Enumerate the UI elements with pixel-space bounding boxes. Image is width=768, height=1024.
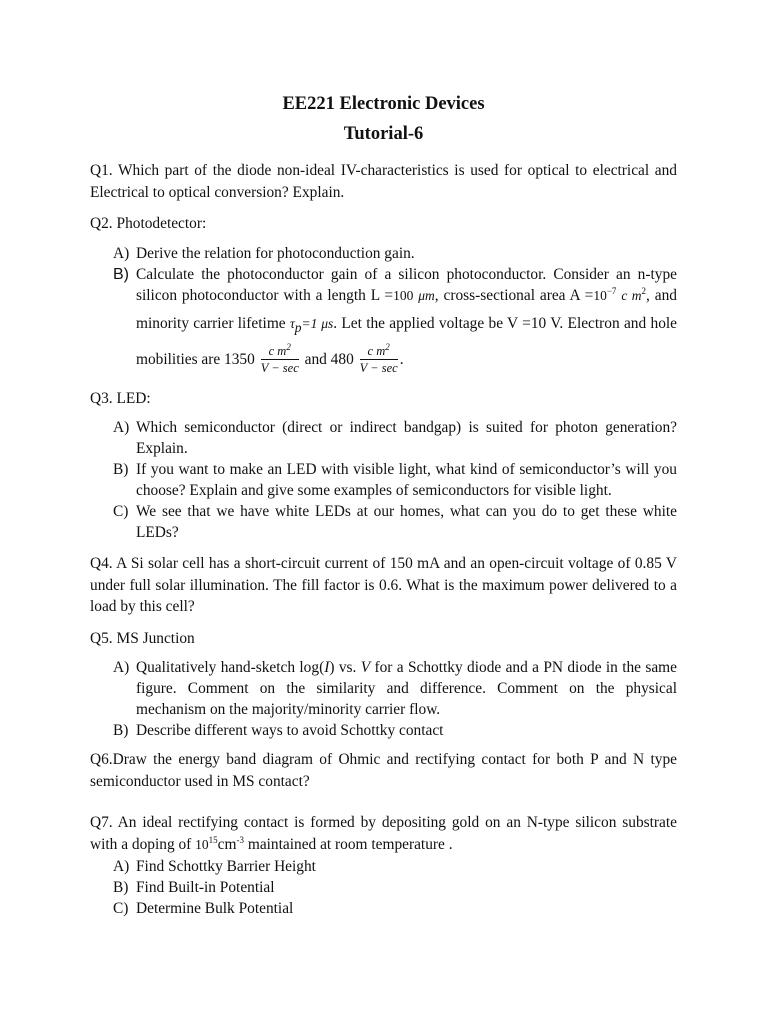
- item-text: Find Schottky Barrier Height: [136, 858, 316, 875]
- question-2: Q2. Photodetector:: [90, 215, 207, 232]
- tau-value: =1 μs: [301, 315, 334, 331]
- question-7-list: [90, 856, 677, 919]
- doping-unit-exponent: -3: [236, 834, 244, 845]
- length-unit: μm: [418, 287, 435, 303]
- document-page: [90, 92, 677, 919]
- doping-base: 10: [195, 837, 209, 852]
- item-text: , cross-sectional area A =: [434, 286, 594, 304]
- item-text: ,: [645, 286, 650, 304]
- voltage-symbol: V: [360, 659, 371, 676]
- item-label: B): [113, 461, 129, 478]
- question-7: [90, 812, 677, 856]
- item-text: Which semiconductor (direct or indirect bandgap) is suited for photon generation? Explain.: [136, 419, 677, 457]
- fraction-denominator: V − sec: [359, 361, 398, 376]
- item-text: Describe different ways to avoid Schottky contact: [136, 722, 444, 739]
- hole-mobility-unit: [360, 344, 398, 375]
- doping-unit: cm: [217, 836, 237, 853]
- length-value: 100: [393, 287, 414, 303]
- item-text: and 480: [304, 350, 354, 368]
- question-3: Q3. LED:: [90, 389, 151, 407]
- area-base: 10: [593, 287, 607, 303]
- question-7-text: Q7. An ideal rectifying contact is formed by depositing gold on an N-type silicon substrate with a doping of: [90, 814, 677, 853]
- list-item: [90, 264, 677, 378]
- item-text: and minority carrier lifetime: [136, 286, 677, 332]
- item-text: ) vs.: [329, 659, 357, 676]
- electron-mobility-unit: [261, 344, 299, 375]
- list-item: [90, 720, 677, 741]
- item-text: Qualitatively hand-sketch log(: [136, 659, 325, 676]
- fraction-numerator-exponent: 2: [385, 342, 390, 353]
- fraction-denominator: V − sec: [260, 361, 299, 376]
- fraction-numerator: c m: [268, 344, 287, 359]
- list-item: [90, 877, 677, 898]
- fraction-numerator-exponent: 2: [286, 342, 291, 353]
- list-item: [90, 417, 677, 459]
- item-text: . Let the applied voltage be V =10 V. Electron and hole mobilities are 1350: [136, 314, 677, 368]
- list-item: [90, 898, 677, 919]
- question-5-list: [90, 657, 677, 741]
- item-text: Find Built-in Potential: [136, 879, 275, 896]
- question-2-list: [90, 243, 677, 378]
- item-text: Derive the relation for photoconduction gain.: [136, 244, 415, 262]
- item-label: A): [113, 659, 130, 676]
- list-item: [90, 657, 677, 720]
- list-item: [90, 243, 677, 264]
- item-label: A): [113, 858, 130, 875]
- list-item: [90, 856, 677, 877]
- item-text: Calculate the photoconductor gain of a silicon photoconductor. Consider an n-type silicon photoconductor with a length L =: [136, 265, 677, 304]
- question-6: Q6.Draw the energy band diagram of Ohmic and rectifying contact for both P and N type semiconductor used in MS contact?: [90, 751, 677, 790]
- item-text: Determine Bulk Potential: [136, 900, 294, 917]
- tau-symbol: τ: [289, 315, 295, 331]
- tau-subscript: p: [294, 319, 302, 335]
- item-text: for a Schottky diode and a PN diode in the same figure. Comment on the similarity and difference. Comment on the physical mechanism on the majority/minority carrier flow.: [136, 659, 677, 718]
- question-4: Q4. A Si solar cell has a short-circuit current of 150 mA and an open-circuit voltage of 0.85 V under full solar illumination. The fill factor is 0.6. What is the maximum power delivered to a load by this cell?: [90, 555, 677, 615]
- item-text: We see that we have white LEDs at our homes, what can you do to get these white LEDs?: [136, 503, 677, 541]
- item-label: B): [113, 879, 129, 896]
- item-label: A): [113, 244, 130, 262]
- item-label: B): [113, 265, 129, 283]
- item-label: C): [113, 900, 129, 917]
- question-5: Q5. MS Junction: [90, 629, 195, 647]
- area-unit: c m: [621, 287, 642, 303]
- fraction-numerator: c m: [367, 344, 386, 359]
- question-1: Q1. Which part of the diode non-ideal IV-characteristics is used for optical to electrical and Electrical to optical conversion? Explain.: [90, 162, 677, 201]
- doping-exponent: 15: [208, 834, 218, 845]
- page-title: EE221 Electronic Devices: [282, 94, 485, 114]
- item-text: .: [399, 350, 404, 368]
- area-unit-exponent: 2: [641, 285, 646, 296]
- area-exponent: −7: [606, 285, 617, 296]
- current-symbol: I: [324, 659, 330, 676]
- item-text: If you want to make an LED with visible light, what kind of semiconductor’s will you choose? Explain and give some examples of semiconductors for visible light.: [136, 461, 677, 499]
- page-subtitle: Tutorial-6: [343, 124, 424, 144]
- item-label: C): [113, 503, 129, 520]
- question-7-text: maintained at room temperature .: [247, 836, 453, 853]
- item-label: A): [113, 419, 130, 436]
- list-item: [90, 459, 677, 501]
- list-item: [90, 501, 677, 543]
- item-label: B): [113, 722, 129, 739]
- question-3-list: [90, 417, 677, 543]
